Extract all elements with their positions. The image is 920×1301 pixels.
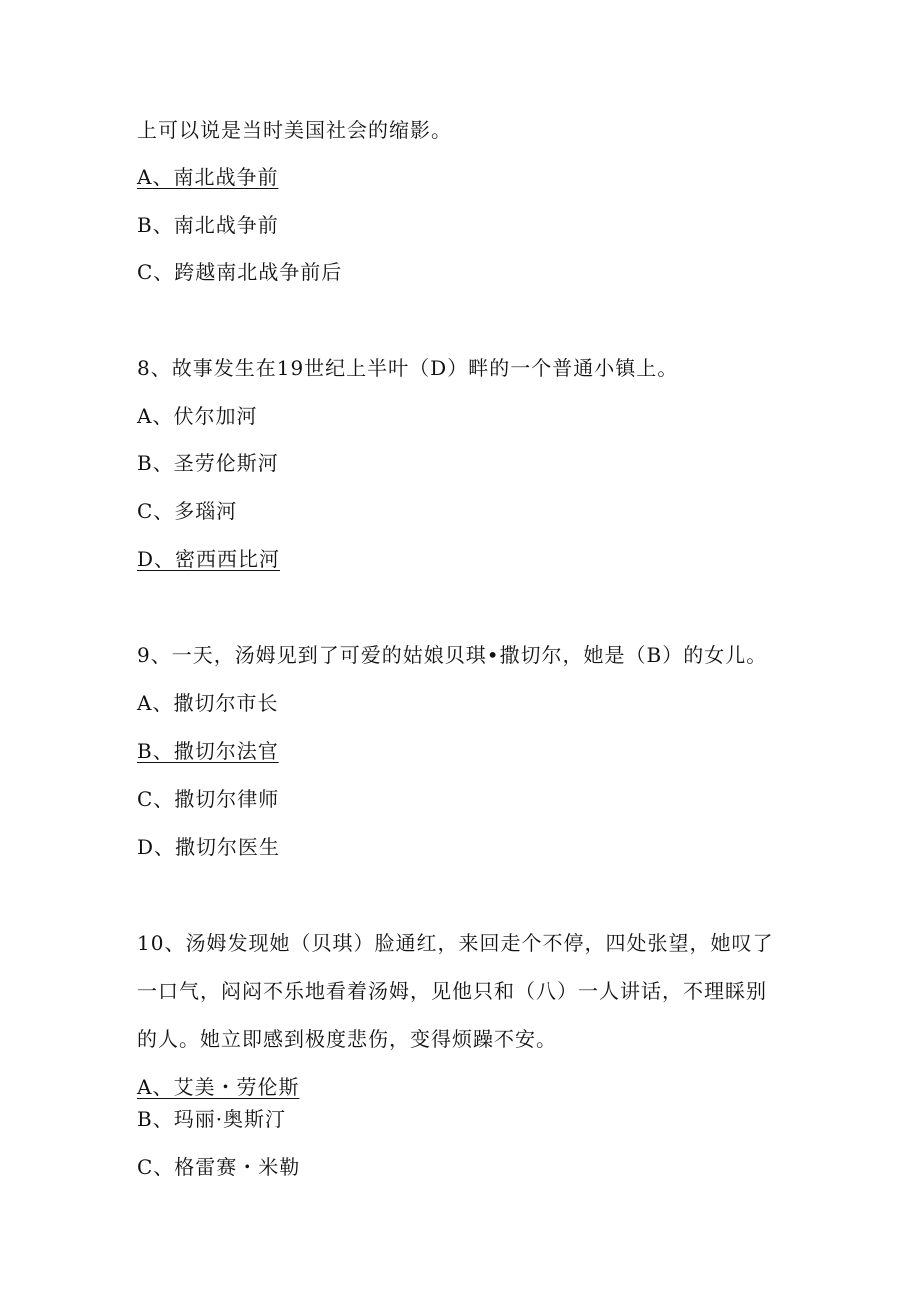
- question-10-stem-line-1: 10、汤姆发现她（贝琪）脸通红，来回走个不停，四处张望，她叹了: [137, 931, 774, 955]
- question-8-option-c: C、多瑙河: [137, 499, 238, 523]
- question-10-option-a-answer: A、艾美・劳伦斯: [137, 1075, 300, 1099]
- question-10-option-b: B、玛丽·奥斯汀: [137, 1107, 287, 1131]
- question-10-stem-line-3: 的人。她立即感到极度悲伤，变得烦躁不安。: [137, 1027, 557, 1051]
- question-7-stem-tail: 上可以说是当时美国社会的缩影。: [137, 118, 452, 142]
- question-9-option-b-answer: B、撒切尔法官: [137, 739, 279, 763]
- question-9-option-a: A、撒切尔市长: [137, 691, 279, 715]
- question-9-option-c: C、撒切尔律师: [137, 787, 280, 811]
- question-7-option-c: C、跨越南北战争前后: [137, 260, 343, 284]
- question-8-option-d-answer: D、密西西比河: [137, 547, 281, 571]
- question-10-stem-line-2: 一口气，闷闷不乐地看着汤姆，见他只和（八）一人讲话，不理睬别: [137, 979, 767, 1003]
- question-10-option-c: C、格雷赛・米勒: [137, 1155, 301, 1179]
- question-8-option-b: B、圣劳伦斯河: [137, 451, 279, 475]
- question-8-stem: 8、故事发生在19世纪上半叶（D）畔的一个普通小镇上。: [137, 356, 679, 380]
- question-7-option-a-answer: A、南北战争前: [137, 165, 279, 189]
- question-9-stem: 9、一天，汤姆见到了可爱的姑娘贝琪•撒切尔，她是（B）的女儿。: [137, 643, 768, 667]
- question-8-option-a: A、伏尔加河: [137, 404, 258, 428]
- question-9-option-d: D、撒切尔医生: [137, 835, 281, 859]
- question-7-option-b: B、南北战争前: [137, 213, 279, 237]
